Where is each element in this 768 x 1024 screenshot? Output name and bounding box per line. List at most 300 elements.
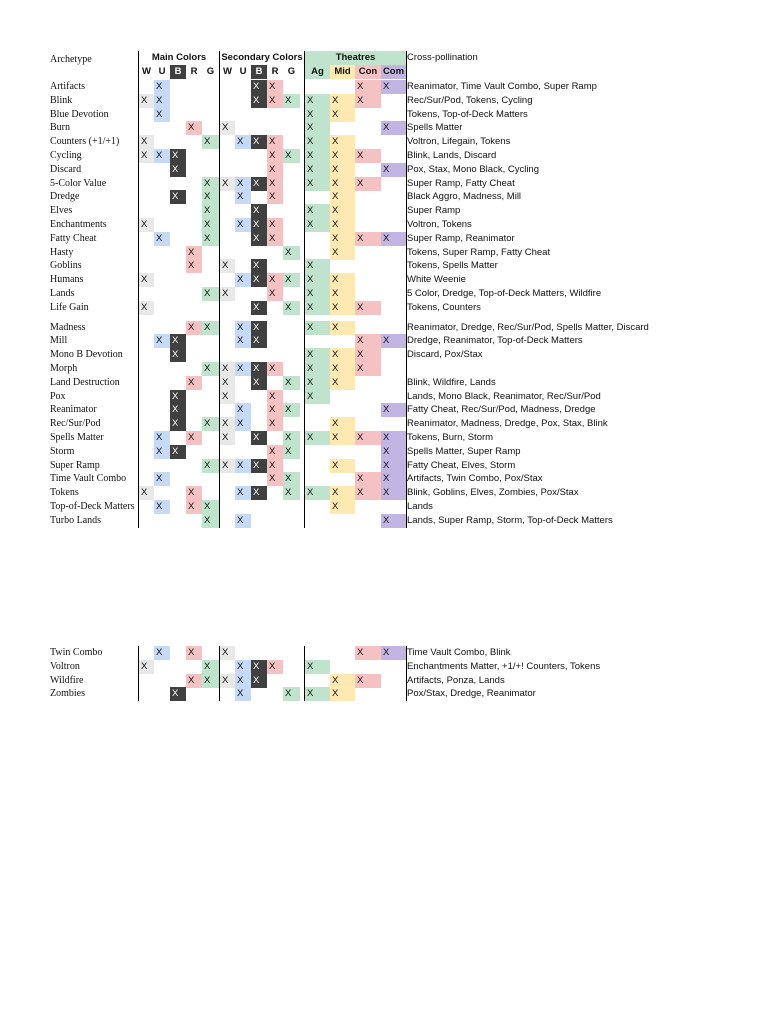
mark-g: X [204, 191, 211, 203]
mark-b: X [253, 136, 260, 148]
mark-ag: X [307, 260, 314, 272]
mark-ag: X [307, 390, 314, 402]
mark-g: X [204, 177, 211, 189]
mark-g: X [204, 219, 211, 230]
mark-b: X [172, 404, 179, 416]
mark-ag: X [307, 274, 314, 286]
cross-pollination-cell: Super Ramp [407, 205, 461, 217]
mark-b: X [172, 163, 179, 175]
mark-con: X [357, 487, 364, 499]
mark-u: X [237, 487, 244, 499]
cross-pollination-cell: Tokens, Burn, Storm [407, 432, 494, 443]
mark-ag: X [307, 660, 314, 672]
mark-r: X [269, 390, 276, 402]
column-header-con: Con [358, 66, 378, 77]
archetype-name: Super Ramp [50, 459, 100, 471]
mark-r: X [269, 191, 276, 203]
mark-mid: X [332, 349, 339, 361]
column-divider [406, 646, 407, 701]
mark-con: X [357, 647, 364, 658]
mark-mid: X [332, 136, 339, 148]
mark-ag: X [307, 301, 314, 313]
mark-mid: X [332, 301, 339, 313]
mark-w: X [222, 177, 229, 189]
cross-pollination-cell: Pox, Stax, Mono Black, Cycling [407, 163, 539, 175]
column-divider [138, 646, 139, 701]
mark-g: X [204, 321, 211, 333]
mark-w: X [222, 647, 229, 658]
mark-r: X [269, 94, 276, 106]
mark-ag: X [307, 177, 314, 189]
archetype-name: Pox [50, 390, 66, 402]
mark-r: X [188, 501, 195, 512]
cross-pollination-cell: Super Ramp, Fatty Cheat [407, 177, 515, 189]
cross-pollination-cell: Lands [407, 501, 433, 512]
mark-r: X [269, 473, 276, 485]
archetype-name: Morph [50, 363, 78, 374]
mark-b: X [253, 94, 260, 106]
mark-g: X [204, 418, 211, 430]
mark-r: X [269, 136, 276, 148]
archetype-name: Mono B Devotion [50, 349, 123, 361]
mark-w: X [222, 363, 229, 374]
mark-b: X [172, 150, 179, 161]
mark-u: X [156, 647, 163, 658]
mark-mid: X [332, 219, 339, 230]
cross-pollination-header: Cross-pollination [407, 52, 478, 63]
cross-pollination-cell: Reanimator, Dredge, Rec/Sur/Pod, Spells Matter, Discard [407, 321, 649, 333]
column-header-r: R [271, 66, 279, 77]
mark-u: X [156, 94, 163, 106]
mark-ag: X [307, 363, 314, 374]
archetype-name: Hasty [50, 246, 74, 258]
archetype-name: Spells Matter [50, 432, 104, 443]
column-header-b: B [255, 66, 263, 77]
mark-r: X [269, 177, 276, 189]
mark-u: X [237, 459, 244, 471]
mark-r: X [269, 274, 276, 286]
mark-r: X [269, 459, 276, 471]
mark-u: X [237, 688, 244, 700]
mark-u: X [237, 363, 244, 374]
cross-pollination-cell: Tokens, Counters [407, 301, 481, 313]
mark-g: X [204, 459, 211, 471]
mark-com: X [383, 335, 390, 347]
cross-pollination-cell: Enchantments Matter, +1/+! Counters, Tokens [407, 660, 601, 672]
mark-r: X [188, 376, 195, 388]
mark-u: X [156, 81, 163, 92]
mark-g: X [285, 445, 292, 457]
mark-ag: X [307, 349, 314, 361]
mark-u: X [237, 418, 244, 430]
mark-b: X [253, 205, 260, 217]
mark-g: X [204, 288, 211, 299]
mark-u: X [156, 232, 163, 244]
mark-mid: X [332, 376, 339, 388]
mark-g: X [285, 274, 292, 286]
mark-ag: X [307, 163, 314, 175]
mark-b: X [172, 191, 179, 203]
secondary-colors-header: Secondary Colors [221, 52, 303, 63]
mark-g: X [285, 301, 292, 313]
mark-w: X [222, 459, 229, 471]
theatres-header: Theatres [335, 52, 376, 63]
mark-w: X [222, 432, 229, 443]
mark-g: X [285, 473, 292, 485]
archetype-name: Turbo Lands [50, 514, 102, 526]
mark-mid: X [332, 232, 339, 244]
mark-w: X [141, 150, 148, 161]
archetype-name: Blue Devotion [50, 108, 109, 120]
mark-r: X [269, 288, 276, 299]
archetype-name: Mill [50, 335, 68, 347]
mark-g: X [285, 688, 292, 700]
mark-u: X [237, 514, 244, 526]
cross-pollination-cell: Artifacts, Ponza, Lands [407, 674, 505, 686]
mark-con: X [357, 432, 364, 443]
archetype-name: Discard [50, 163, 82, 175]
column-header-u: U [239, 66, 247, 77]
mark-r: X [188, 674, 195, 686]
archetype-name: Elves [50, 205, 73, 217]
mark-b: X [172, 445, 179, 457]
mark-ag: X [307, 288, 314, 299]
mark-mid: X [332, 274, 339, 286]
mark-g: X [204, 136, 211, 148]
mark-ag: X [307, 136, 314, 148]
cross-pollination-cell: Blink, Goblins, Elves, Zombies, Pox/Stax [407, 487, 579, 499]
mark-ag: X [307, 376, 314, 388]
mark-mid: X [332, 108, 339, 120]
mark-con: X [357, 81, 364, 92]
mark-b: X [172, 688, 179, 700]
archetype-header: Archetype [50, 54, 92, 65]
archetype-name: Tokens [50, 487, 79, 499]
mark-u: X [237, 191, 244, 203]
mark-g: X [285, 150, 292, 161]
mark-b: X [172, 418, 179, 430]
cross-pollination-cell: Dredge, Reanimator, Top-of-Deck Matters [407, 335, 583, 347]
mark-u: X [237, 219, 244, 230]
mark-com: X [383, 473, 390, 485]
mark-g: X [285, 432, 292, 443]
main-colors-header: Main Colors [151, 52, 207, 63]
mark-b: X [253, 363, 260, 374]
mark-w: X [222, 260, 229, 272]
mark-w: X [222, 390, 229, 402]
cross-pollination-cell: Voltron, Lifegain, Tokens [407, 136, 511, 148]
mark-mid: X [332, 418, 339, 430]
column-header-ag: Ag [311, 66, 324, 77]
column-header-u: U [158, 66, 166, 77]
archetype-name: Enchantments [50, 219, 107, 230]
mark-mid: X [332, 321, 339, 333]
mark-con: X [357, 473, 364, 485]
mark-ag: X [307, 432, 314, 443]
archetype-name: Fatty Cheat [50, 232, 97, 244]
column-divider [219, 51, 220, 528]
column-divider [304, 51, 305, 528]
mark-g: X [204, 363, 211, 374]
mark-b: X [253, 177, 260, 189]
archetype-name: Storm [50, 445, 75, 457]
archetype-name: Zombies [50, 688, 85, 700]
mark-r: X [188, 260, 195, 272]
archetype-name: Goblins [50, 260, 82, 272]
cross-pollination-cell: Lands, Super Ramp, Storm, Top-of-Deck Matters [407, 514, 613, 526]
cross-pollination-cell: Discard, Pox/Stax [407, 349, 483, 361]
archetype-name: Artifacts [50, 81, 85, 92]
mark-ag: X [307, 94, 314, 106]
mark-con: X [357, 94, 364, 106]
mark-ag: X [307, 122, 314, 134]
cross-pollination-cell: Rec/Sur/Pod, Tokens, Cycling [407, 94, 533, 106]
mark-b: X [253, 335, 260, 347]
mark-u: X [156, 108, 163, 120]
mark-com: X [383, 163, 390, 175]
mark-b: X [172, 349, 179, 361]
mark-g: X [285, 246, 292, 258]
mark-w: X [222, 418, 229, 430]
mark-r: X [269, 363, 276, 374]
mark-u: X [156, 335, 163, 347]
mark-mid: X [332, 363, 339, 374]
column-header-com: Com [382, 66, 405, 77]
mark-ag: X [307, 150, 314, 161]
mark-mid: X [332, 288, 339, 299]
mark-b: X [253, 81, 260, 92]
mark-ag: X [307, 205, 314, 217]
mark-w: X [141, 136, 148, 148]
column-divider [406, 51, 407, 528]
cross-pollination-cell: Spells Matter [407, 122, 463, 134]
mark-mid: X [332, 674, 339, 686]
mark-w: X [222, 376, 229, 388]
mark-w: X [222, 288, 229, 299]
mark-b: X [253, 674, 260, 686]
mark-g: X [285, 487, 292, 499]
mark-mid: X [332, 150, 339, 161]
mark-b: X [172, 390, 179, 402]
mark-ag: X [307, 219, 314, 230]
mark-g: X [204, 514, 211, 526]
mark-mid: X [332, 487, 339, 499]
column-header-w: W [223, 66, 232, 77]
mark-u: X [237, 177, 244, 189]
cross-pollination-cell: White Weenie [407, 274, 466, 286]
mark-b: X [253, 321, 260, 333]
column-header-b: B [174, 66, 182, 77]
archetype-name: Rec/Sur/Pod [50, 418, 101, 430]
mark-ag: X [307, 108, 314, 120]
mark-b: X [253, 459, 260, 471]
mark-com: X [383, 432, 390, 443]
mark-r: X [188, 647, 195, 658]
mark-con: X [357, 363, 364, 374]
archetype-name: Lands [50, 288, 75, 299]
mark-w: X [222, 122, 229, 134]
mark-mid: X [332, 501, 339, 512]
mark-g: X [204, 232, 211, 244]
mark-con: X [357, 150, 364, 161]
mark-com: X [383, 445, 390, 457]
cross-pollination-cell: Tokens, Super Ramp, Fatty Cheat [407, 246, 551, 258]
cross-pollination-cell: Tokens, Top-of-Deck Matters [407, 108, 528, 120]
mark-u: X [156, 432, 163, 443]
mark-u: X [237, 274, 244, 286]
mark-w: X [141, 487, 148, 499]
mark-u: X [156, 473, 163, 485]
archetype-name: Reanimator [50, 404, 97, 416]
cross-pollination-cell: Super Ramp, Reanimator [407, 232, 515, 244]
mark-b: X [253, 219, 260, 230]
mark-w: X [141, 274, 148, 286]
column-divider [138, 51, 139, 528]
mark-con: X [357, 349, 364, 361]
mark-w: X [141, 660, 148, 672]
mark-g: X [285, 376, 292, 388]
cross-pollination-cell: Reanimator, Time Vault Combo, Super Ramp [407, 81, 597, 92]
archetype-name: Land Destruction [50, 376, 120, 388]
archetype-name: Time Vault Combo [50, 473, 127, 485]
cross-pollination-cell: 5 Color, Dredge, Top-of-Deck Matters, Wildfire [407, 288, 602, 299]
mark-u: X [237, 674, 244, 686]
mark-mid: X [332, 688, 339, 700]
mark-com: X [383, 81, 390, 92]
mark-com: X [383, 487, 390, 499]
cross-pollination-cell: Voltron, Tokens [407, 219, 472, 230]
mark-r: X [269, 232, 276, 244]
mark-b: X [253, 660, 260, 672]
cross-pollination-cell: Tokens, Spells Matter [407, 260, 498, 272]
mark-ag: X [307, 688, 314, 700]
mark-b: X [253, 301, 260, 313]
mark-con: X [357, 335, 364, 347]
mark-b: X [253, 260, 260, 272]
mark-com: X [383, 232, 390, 244]
mark-r: X [269, 418, 276, 430]
column-header-w: W [142, 66, 151, 77]
mark-u: X [237, 321, 244, 333]
cross-pollination-cell: Blink, Wildfire, Lands [407, 376, 496, 388]
mark-b: X [253, 232, 260, 244]
mark-mid: X [332, 246, 339, 258]
mark-w: X [141, 301, 148, 313]
mark-r: X [269, 163, 276, 175]
cross-pollination-cell: Blink, Lands, Discard [407, 150, 497, 161]
mark-r: X [188, 321, 195, 333]
mark-mid: X [332, 459, 339, 471]
archetype-name: Madness [50, 321, 86, 333]
column-divider [304, 646, 305, 701]
mark-mid: X [332, 94, 339, 106]
mark-g: X [204, 674, 211, 686]
mark-g: X [204, 205, 211, 217]
cross-pollination-cell: Fatty Cheat, Elves, Storm [407, 459, 516, 471]
mark-com: X [383, 459, 390, 471]
mark-mid: X [332, 163, 339, 175]
mark-b: X [172, 335, 179, 347]
mark-g: X [285, 404, 292, 416]
archetype-name: Life Gain [50, 301, 89, 313]
mark-w: X [141, 94, 148, 106]
mark-ag: X [307, 487, 314, 499]
mark-r: X [269, 660, 276, 672]
mark-r: X [188, 487, 195, 499]
mark-r: X [269, 445, 276, 457]
mark-g: X [285, 94, 292, 106]
mark-mid: X [332, 191, 339, 203]
mark-b: X [253, 432, 260, 443]
mark-com: X [383, 647, 390, 658]
archetype-name: Twin Combo [50, 647, 103, 658]
mark-con: X [357, 232, 364, 244]
column-divider [219, 646, 220, 701]
archetype-name: Cycling [50, 150, 82, 161]
mark-con: X [357, 177, 364, 189]
mark-w: X [222, 674, 229, 686]
mark-g: X [204, 501, 211, 512]
mark-u: X [237, 136, 244, 148]
mark-mid: X [332, 432, 339, 443]
mark-r: X [269, 81, 276, 92]
cross-pollination-cell: Lands, Mono Black, Reanimator, Rec/Sur/Pod [407, 390, 601, 402]
cross-pollination-cell: Pox/Stax, Dredge, Reanimator [407, 688, 536, 700]
archetype-name: Voltron [50, 660, 80, 672]
mark-com: X [383, 122, 390, 134]
archetype-name: 5-Color Value [50, 177, 107, 189]
mark-u: X [156, 501, 163, 512]
cross-pollination-cell: Black Aggro, Madness, Mill [407, 191, 522, 203]
column-header-r: R [190, 66, 198, 77]
mark-com: X [383, 404, 390, 416]
mark-r: X [269, 219, 276, 230]
column-header-g: G [287, 66, 296, 77]
mark-com: X [383, 514, 390, 526]
cross-pollination-cell: Time Vault Combo, Blink [407, 647, 511, 658]
mark-g: X [204, 660, 211, 672]
mark-mid: X [332, 205, 339, 217]
archetype-name: Blink [50, 94, 73, 106]
cross-pollination-cell: Fatty Cheat, Rec/Sur/Pod, Madness, Dredge [407, 404, 596, 416]
mark-r: X [188, 432, 195, 443]
archetype-name: Top-of-Deck Matters [50, 501, 135, 512]
mark-b: X [253, 376, 260, 388]
mark-w: X [141, 219, 148, 230]
cross-pollination-cell: Spells Matter, Super Ramp [407, 445, 521, 457]
column-header-g: G [206, 66, 215, 77]
mark-r: X [269, 404, 276, 416]
archetype-name: Burn [50, 122, 70, 134]
mark-u: X [156, 445, 163, 457]
cross-pollination-cell: Reanimator, Madness, Dredge, Pox, Stax, Blink [407, 418, 608, 430]
archetype-name: Counters (+1/+1) [50, 136, 120, 148]
archetype-name: Humans [50, 274, 84, 286]
mark-mid: X [332, 177, 339, 189]
mark-r: X [188, 246, 195, 258]
mark-r: X [269, 150, 276, 161]
mark-ag: X [307, 321, 314, 333]
mark-u: X [156, 150, 163, 161]
mark-u: X [237, 404, 244, 416]
mark-b: X [253, 274, 260, 286]
cross-pollination-cell: Artifacts, Twin Combo, Pox/Stax [407, 473, 543, 485]
column-header-mid: Mid [334, 66, 351, 77]
mark-u: X [237, 660, 244, 672]
archetype-name: Dredge [50, 191, 80, 203]
archetype-name: Wildfire [50, 674, 84, 686]
mark-r: X [188, 122, 195, 134]
